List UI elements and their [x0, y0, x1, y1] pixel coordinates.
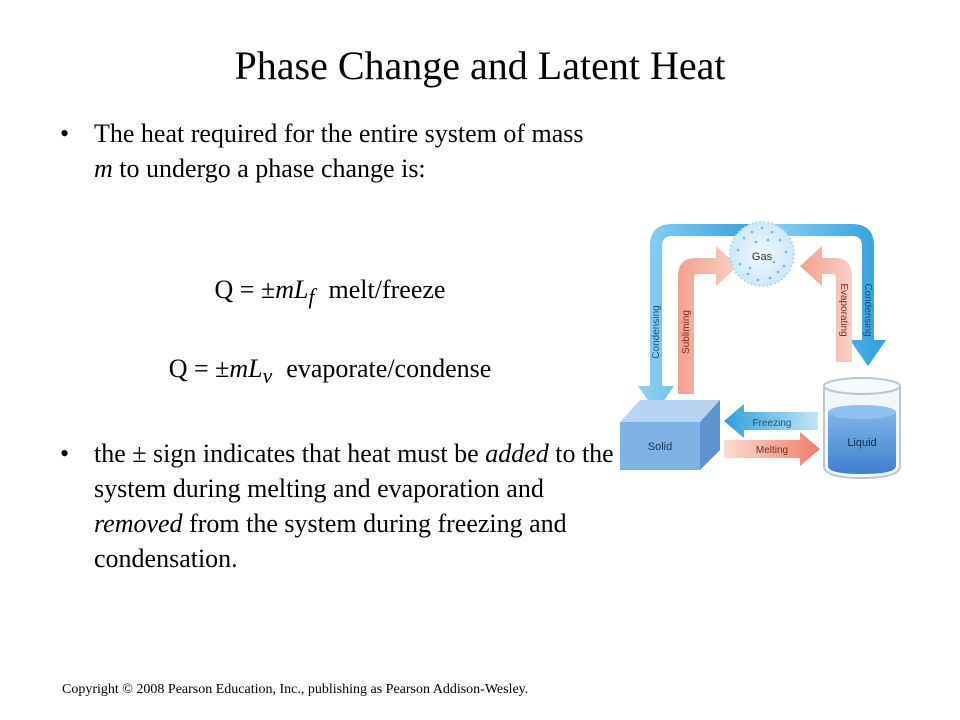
bullet-dot: •: [60, 119, 70, 148]
solid-label: Solid: [647, 441, 673, 453]
phase-change-diagram: [612, 214, 912, 484]
slide-title: Phase Change and Latent Heat: [234, 43, 726, 88]
liquid-beaker: [824, 378, 900, 478]
liquid-label: Liquid: [847, 437, 877, 449]
freezing-label: Freezing: [752, 418, 792, 429]
bullet-text: [94, 436, 614, 576]
equation-lhs: Q = ±: [214, 275, 276, 304]
emphasis-removed: removed: [94, 509, 183, 538]
copyright-notice: Copyright © 2008 Pearson Education, Inc., publishing as Pearson Addison-Wesley.: [62, 682, 529, 697]
bullet-text: [94, 116, 604, 186]
equation-evaporate-condense: [0, 353, 660, 392]
bullet-dot: •: [60, 439, 70, 468]
evaporating-label: Evaporating: [838, 283, 849, 337]
equation-subscript: f: [308, 285, 315, 310]
bullet-text-part: to the system during melting and evaporation and: [94, 439, 614, 503]
gas-label: Gas: [751, 251, 773, 263]
bullet-text-part: The heat required for the entire system of mass: [94, 119, 584, 148]
bullet-text-part: to undergo a phase change is:: [112, 154, 426, 183]
condensing-right-label: Condensing: [862, 283, 873, 337]
equation-subscript: v: [262, 364, 273, 389]
melting-label: Melting: [755, 445, 789, 456]
equation-variable: mL: [275, 275, 309, 304]
equation-lhs: Q = ±: [168, 354, 230, 383]
condensing-left-label: Condensing: [651, 305, 662, 359]
equation-label: evaporate/condense: [286, 354, 492, 383]
bullet-text-part: from the system during freezing and condensation.: [94, 509, 567, 573]
equation-variable: mL: [229, 354, 263, 383]
mass-variable: m: [94, 154, 113, 183]
emphasis-added: added: [485, 439, 549, 468]
equation-melt-freeze: [0, 274, 660, 313]
equation-label: melt/freeze: [328, 275, 446, 304]
subliming-label: Subliming: [681, 310, 692, 354]
bullet-text-part: the ± sign indicates that heat must be: [94, 439, 486, 468]
